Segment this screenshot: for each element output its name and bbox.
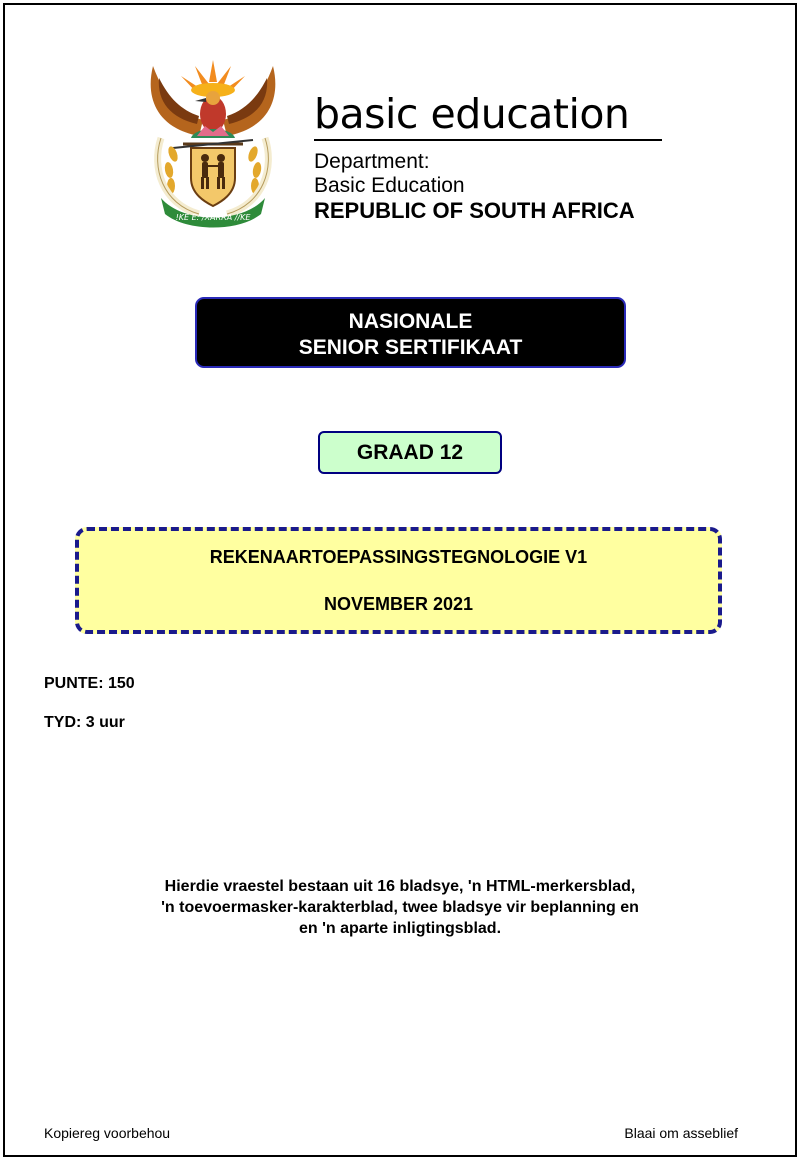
subject-box: [75, 527, 722, 634]
turn-over-footer: Blaai om asseblief: [624, 1125, 738, 1141]
info-line-2: 'n toevoermasker-karakterblad, twee bladsye vir beplanning en: [161, 899, 639, 916]
exam-session: NOVEMBER 2021: [323, 594, 474, 614]
department-line-1: Department:: [314, 150, 430, 173]
info-line-3: en 'n aparte inligtingsblad.: [298, 920, 502, 937]
subject-title: REKENAARTOEPASSINGSTEGNOLOGIE V1: [209, 547, 588, 567]
brand-name: basic education: [314, 90, 662, 141]
department-branding: [314, 90, 662, 224]
grade-badge: GRAAD 12: [318, 431, 502, 474]
certificate-line-2: SENIOR SERTIFIKAAT: [298, 336, 523, 359]
coat-of-arms-logo: [143, 58, 283, 228]
paper-info-paragraph: [80, 876, 720, 939]
country-name: REPUBLIC OF SOUTH AFRICA: [314, 198, 635, 223]
crest-motto: !KE E: /XARRA //KE: [175, 213, 251, 222]
department-line-2: Basic Education: [314, 174, 465, 197]
marks-label: PUNTE: 150: [44, 675, 135, 692]
time-label: TYD: 3 uur: [44, 714, 125, 731]
copyright-footer: Kopiereg voorbehou: [44, 1125, 171, 1141]
certificate-line-1: NASIONALE: [348, 310, 473, 333]
certificate-title-box: [195, 297, 626, 368]
info-line-1: Hierdie vraestel bestaan uit 16 bladsye, 'n HTML-merkersblad,: [164, 878, 636, 895]
